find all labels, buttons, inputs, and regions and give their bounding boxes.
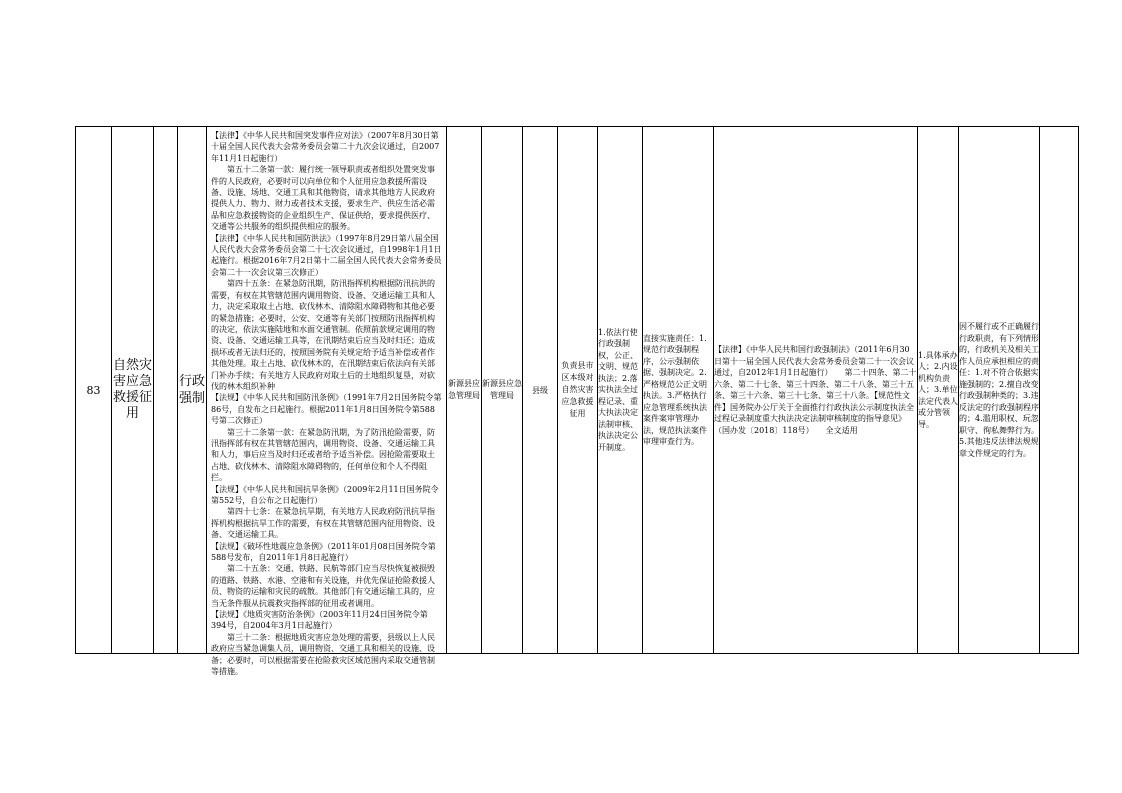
- legal-basis-paragraph: 【法规】《破坏性地震应急条例》（2011年01月08日国务院令第588号发布，自2011年1月8日起施行）: [211, 541, 436, 563]
- legal-basis-paragraph: 【法规】《中华人民共和国抗旱条例》（2009年2月11日国务院令第552号，自公布之日起施行）: [211, 484, 439, 505]
- legal-basis-paragraph: 第五十二条第一款：履行统一领导职责或者组织处置突发事件的人民政府，必要时可以向单位和个人征用应急救援所需设备、设施、场地、交通工具和其他物资，请求其他地方人民政府提供人力、物力、财力或者技术支援，要求生产、供应生活必需品和应急救援物资的企业组织生产、保证供给，要求提供医疗、交通等公共服务的组织提供相应的服务。: [211, 165, 435, 232]
- legal-basis-paragraph: 【法规】《中华人民共和国防汛条例》（1991年7月2日国务院令第86号，自发布之日起施行。根据2011年1月8日国务院令第588号第二次修正）: [211, 393, 442, 426]
- responsible-org-cell: 新源县应急管理局: [482, 127, 523, 654]
- duty-cell: 直接实施责任：1.规范行政强制程序，公示强制依据、强制决定。2.严格规范公正文明执法。3.严格执行应急管理系统执法案件案审管理办法，规范执法案件审理审查行为。: [643, 127, 714, 654]
- legal-basis-paragraph: 第四十七条：在紧急抗旱期，有关地方人民政府防汛抗旱指挥机构根据抗旱工作的需要，有权在其管辖范围内征用物资、设备、交通运输工具。: [211, 507, 435, 540]
- responsible-subject-cell: 1.具体承办人；2.内设机构负责人；3.单位法定代表人或分管领导。: [918, 127, 959, 654]
- procedure-cell: 1.依法行使行政强制权，公正、文明、规范执法；2.落实执法全过程记录、重大执法决定法制审核、执法决定公开制度。: [598, 127, 643, 654]
- notes-cell: [1040, 127, 1079, 654]
- responsibility-scope-cell: 负责县市区本级对自然灾害应急救援征用: [558, 127, 598, 654]
- legal-basis-paragraph: 【法律】《中华人民共和国突发事件应对法》（2007年8月30日第十届全国人民代表大会常务委员会第二十九次会议通过，自2007年11月1日起施行）: [211, 131, 440, 163]
- table-row: [76, 127, 1079, 654]
- duty-basis-cell: 【法律】《中华人民共和国行政强制法》（2011年6月30日第十一届全国人民代表大会常务委员会第二十一次会议通过，自2012年1月1日起施行） 第二十四条、第二十六条、第二十七条、第三十四条、第二十八条、第三十五条、第三十六条、第三十七条、第三十八条。【规范性文件】国务院办公厅关于全面推行行政执法公示制度执法全过程记录制度重大执法决定法制审核制度的指导意见》（国办发〔2018〕118号） 全文适用: [714, 127, 918, 654]
- empty-cell: [154, 127, 178, 654]
- legal-basis-paragraph: 第四十五条：在紧急防汛期，防汛指挥机构根据防汛抗洪的需要，有权在其管辖范围内调用物资、设备、交通运输工具和人力，决定采取取土占地、砍伐林木、清除阻水障碍物和其他必要的紧急措施；必要时，公安、交通等有关部门按照防汛指挥机构的决定，依法实施陆地和水面交通管制。依照前款规定调用的物资、设备、交通运输工具等，在汛期结束后应当及时归还；造成损坏或者无法归还的，按照国务院有关规定给予适当补偿或者作其他处理。取土占地、砍伐林木的，在汛期结束后依法向有关部门补办手续；有关地方人民政府对取土后的土地组织复垦，对砍伐的林木组织补种: [211, 279, 435, 391]
- accountability-cell: 因不履行或不正确履行行政职责，有下列情形的，行政机关及相关工作人员应承担相应的责任：1.对不符合依据实施强制的；2.擅自改变行政强制种类的；3.违反法定的行政强制程序的；4.滥用职权、玩忽职守、徇私舞弊行为。5.其他违反法律法规规章文件规定的行为。: [959, 127, 1040, 654]
- legal-basis-paragraph: 【法律】《中华人民共和国防洪法》（1997年8月29日第八届全国人民代表大会常务委员会第二十七次会议通过，自1998年1月1日起施行。根据2016年7月2日第十二届全国人民代表大会常务委员会第二十一次会议第三次修正）: [211, 233, 442, 277]
- legal-basis-paragraph: 第三十二条第一款：在紧急防汛期，为了防汛抢险需要，防汛指挥部有权在其管辖范围内，调用物资、设备、交通运输工具和人力，事后应当及时归还或者给予适当补偿。因抢险需要取土占地、砍伐林木、清除阻水障碍物的，任何单位和个人不得阻拦。: [211, 427, 435, 483]
- legal-basis-text: [207, 127, 446, 677]
- legal-basis-paragraph: 【法规】《地质灾害防治条例》（2003年11月24日国务院令第394号，自2004年3月1日起施行）: [211, 610, 428, 631]
- legal-basis-paragraph: 第三十二条：根据地质灾害应急处理的需要，县级以上人民政府应当紧急调集人员，调用物资、交通工具和相关的设施、设备；必要时，可以根据需要在抢险救灾区域范围内采取交通管制等措施。: [211, 632, 435, 677]
- implementing-org-cell: 新源县应急管理局: [447, 127, 482, 654]
- item-name-cell: 自然灾害应急救援征用: [112, 127, 154, 654]
- power-list-table: [75, 126, 1079, 677]
- row-number: 83: [76, 127, 112, 654]
- legal-basis-cell: [207, 127, 447, 677]
- legal-basis-paragraph: 第二十五条：交通、铁路、民航等部门应当尽快恢复被损毁的道路、铁路、水港、空港和有关设施，并优先保证抢险救援人员、物资的运输和灾民的疏散。其他部门有交通运输工具的，应当无条件服从抗震救灾指挥部的征用或者调用。: [211, 564, 435, 608]
- level-cell: 县级: [523, 127, 558, 654]
- power-type-cell: 行政强制: [178, 127, 207, 654]
